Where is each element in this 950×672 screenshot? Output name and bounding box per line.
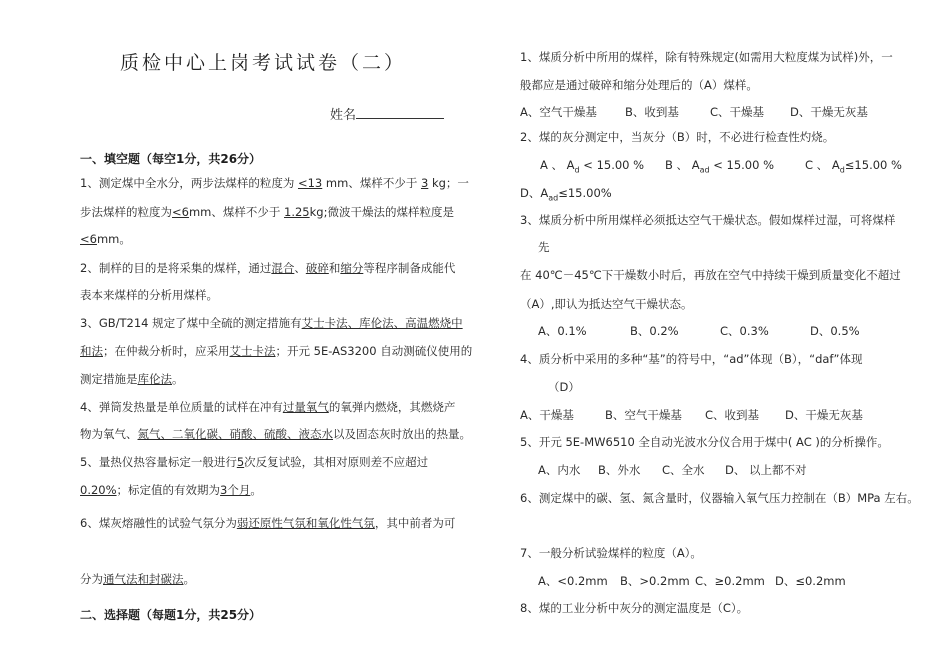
name-blank[interactable] <box>356 106 444 119</box>
choice-q7-opt-d: D、≤0.2mm <box>775 574 846 588</box>
choice-q2-opt-c: C 、 $A_d\le 15.00$ % <box>805 158 902 175</box>
choice-q1-stem1: 1、煤质分析中所用的煤样，除有特殊规定(如需用大粒度煤为试样)外，一 <box>520 50 893 64</box>
fill-q4-line2: 物为氧气、氮气、二氧化碳、硝酸、硫酸、液态水以及固态灰时放出的热量。 <box>80 427 471 441</box>
choice-q5-opt-d: D、 以上都不对 <box>725 463 807 477</box>
name-label: 姓名 <box>330 108 357 123</box>
fill-q6-line1: 6、煤灰熔融性的试验气氛分为弱还原性气氛和氧化性气氛，其中前者为可 <box>80 516 456 530</box>
choice-q3-stem3: 在 40℃－45℃下干燥数小时后，再放在空气中持续干燥到质量变化不超过 <box>520 268 901 282</box>
fill-q5-line2: 0.20%；标定值的有效期为3个月。 <box>80 483 262 497</box>
choice-q5-opt-a: A、内水 <box>538 463 581 477</box>
choice-q3-opt-a: A、0.1% <box>538 324 587 338</box>
exam-title: 质检中心上岗考试试卷（二） <box>120 52 407 74</box>
choice-q5-opt-c: C、全水 <box>662 463 705 477</box>
choice-q3-stem2: 先 <box>538 240 550 254</box>
fill-q2-line2: 表本来煤样的分析用煤样。 <box>80 288 218 302</box>
fill-q1-line1: 1、测定煤中全水分，两步法煤样的粒度为 <13 mm、煤样不少于 3 kg；一 <box>80 176 469 190</box>
choice-q5-stem1: 5、开元 5E-MW6510 全自动光波水分仪合用于煤中( AC )的分析操作。 <box>520 435 889 449</box>
choice-q1-opt-d: D、干燥无灰基 <box>790 105 868 119</box>
choice-q7-opt-c: C、≥0.2mm <box>695 574 765 588</box>
choice-q4-stem1: 4、质分析中采用的多种“基”的符号中，“ad”体现（B），“daf”体现 <box>520 352 863 366</box>
fill-q6-line2: 分为通气法和封碳法。 <box>80 572 195 586</box>
choice-q1-opt-a: A、空气干燥基 <box>520 105 597 119</box>
choice-q4-stem2: （D） <box>548 380 580 394</box>
choice-q4-opt-b: B、空气干燥基 <box>605 408 682 422</box>
choice-q3-opt-b: B、0.2% <box>630 324 679 338</box>
choice-q7-opt-b: B、>0.2mm <box>620 574 690 588</box>
name-field <box>330 104 444 123</box>
fill-q2-line1: 2、制样的目的是将采集的煤样，通过混合、破碎和缩分等程序制备成能代 <box>80 261 456 275</box>
choice-q7-stem1: 7、一般分析试验煤样的粒度（A）。 <box>520 546 702 560</box>
choice-q3-stem1: 3、煤质分析中所用煤样必须抵达空气干燥状态。假如煤样过湿，可将煤样 <box>520 213 896 227</box>
choice-q4-opt-c: C、收到基 <box>705 408 760 422</box>
right-page <box>490 0 950 672</box>
fill-q3-line2: 和法；在仲裁分析时，应采用艾士卡法；开元 5E-AS3200 自动测硫仪使用的 <box>80 344 473 358</box>
fill-q1-line3: <6mm。 <box>80 232 131 246</box>
choice-q6-stem1: 6、测定煤中的碳、氢、氮含量时，仪器输入氧气压力控制在（B）MPa 左右。 <box>520 491 919 505</box>
choice-q8-stem1: 8、煤的工业分析中灰分的测定温度是（C）。 <box>520 601 749 615</box>
choice-q5-opt-b: B、外水 <box>598 463 641 477</box>
choice-q3-opt-c: C、0.3% <box>720 324 769 338</box>
choice-q4-opt-d: D、干燥无灰基 <box>785 408 863 422</box>
choice-q3-opt-d: D、0.5% <box>810 324 860 338</box>
choice-q1-stem2: 般都应是通过破碎和缩分处理后的（A）煤样。 <box>520 78 758 92</box>
choice-q3-stem4: （A）,即认为抵达空气干燥状态。 <box>520 297 693 311</box>
choice-q2-opt-d: D、$A_{ad}\le 15.00\%$ <box>520 186 612 203</box>
section-heading-fill: 一、填空题（每空1分，共26分） <box>80 152 262 166</box>
choice-q2-opt-a: A 、 $A_d < 15.00$ % <box>540 158 645 175</box>
fill-q3-line1: 3、GB/T214 规定了煤中全硫的测定措施有艾士卡法、库伦法、高温燃烧中 <box>80 316 463 330</box>
fill-q3-line3: 测定措施是库伦法。 <box>80 372 184 386</box>
choice-q1-opt-c: C、干燥基 <box>710 105 765 119</box>
choice-q1-opt-b: B、收到基 <box>625 105 679 119</box>
fill-q1-line2: 步法煤样的粒度为<6mm、煤样不少于 1.25kg;微波干燥法的煤样粒度是 <box>80 205 454 219</box>
fill-q4-line1: 4、弹筒发热量是单位质量的试样在冲有过量氧气的氧弹内燃烧，其燃烧产 <box>80 400 456 414</box>
fill-q5-line1: 5、量热仪热容量标定一般进行5次反复试验，其相对原则差不应超过 <box>80 455 429 469</box>
choice-q7-opt-a: A、<0.2mm <box>538 574 608 588</box>
section-heading-choice: 二、选择题（每题1分，共25分） <box>80 608 262 622</box>
choice-q2-opt-b: B 、 $A_{ad} < 15.00$ % <box>665 158 775 175</box>
choice-q4-opt-a: A、干燥基 <box>520 408 574 422</box>
choice-q2-stem1: 2、煤的灰分测定中，当灰分（B）时，不必进行检查性灼烧。 <box>520 130 835 144</box>
